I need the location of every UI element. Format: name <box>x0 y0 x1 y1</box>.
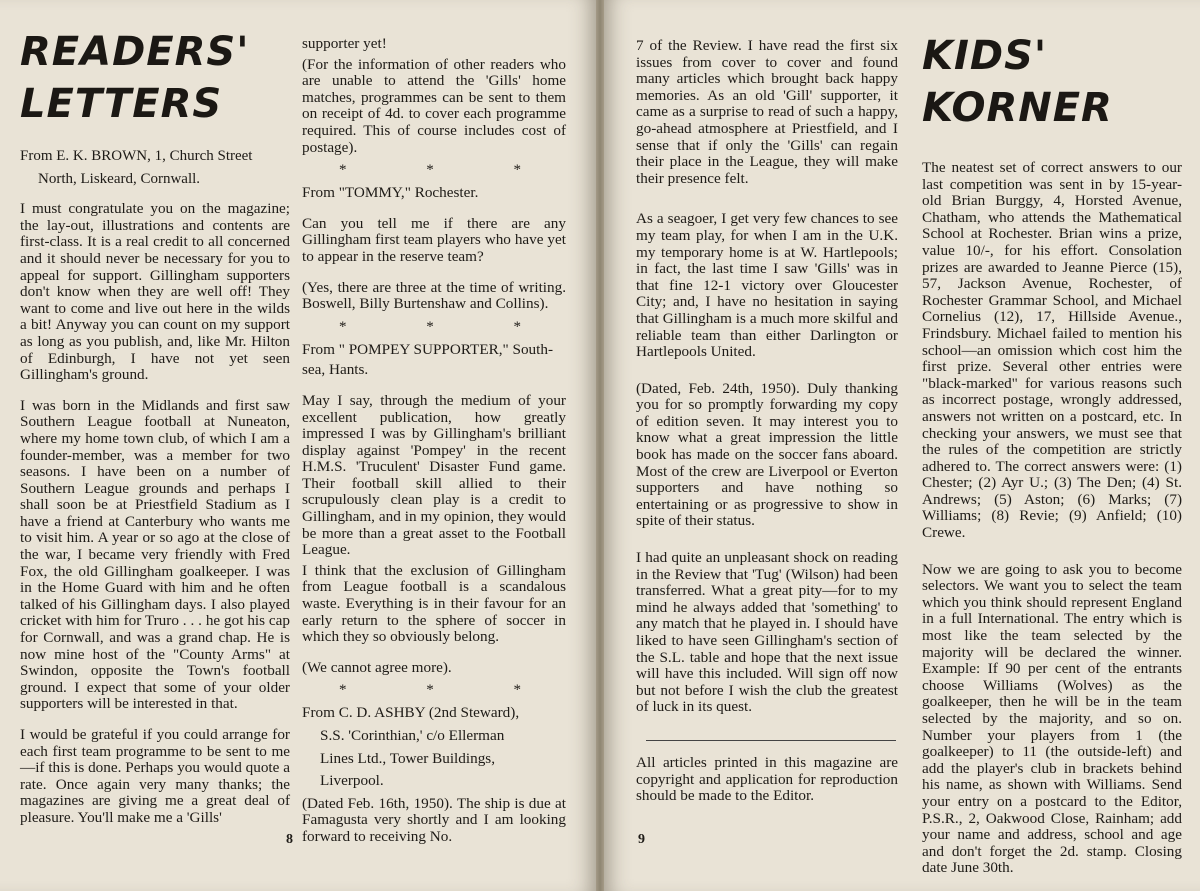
right-col-1 <box>636 38 898 805</box>
letter-from: From E. K. BROWN, 1, Church Street <box>20 148 253 164</box>
letter-paragraph: I was born in the Midlands and first saw Southern League football at Nuneaton, where my home town club, of which I am a founder-member, was a member for two seasons. I have been on a number of Southern League grounds and perhaps I shall soon be at Priestfield Stadium as I have a friend at Canterbury who wants me to visit him. A year or so ago at the close of the war, I became very friendly with Fred Fox, the old Gillingham goalkeeper. I was in the Home Guard with him and he often talked of his Gillingham days. I also played cricket with him for Truro . . . he got his cap for Cornwall, and was a grand chap. He is now mine host of the "County Arms" at Swindon, opposite the Town's football ground. I expect that some of your older supporters will be interested in that. <box>20 396 290 713</box>
letter-paragraph: (Dated Feb. 16th, 1950). The ship is due at Famagusta very shortly and I am looking forward to receiving No. <box>302 794 566 845</box>
divider-line <box>646 740 896 741</box>
letter-paragraph: (Dated, Feb. 24th, 1950). Duly thanking you for so promptly forwarding my copy of edition seven. It may interest you to know what a great impression the little book has made on the soccer fans aboard. Most of the crew are Liverpool or Everton supporters and have nothing so entertaining or as progressive to show in spite of their status. <box>636 379 898 530</box>
page-number: 9 <box>638 832 645 847</box>
letter-paragraph: Can you tell me if there are any Gillingham first team players who have yet to appear in the reserve team? <box>302 214 566 265</box>
left-page <box>0 0 596 891</box>
heading-line-2: LETTERS <box>20 81 223 127</box>
separator-stars: * * * <box>339 682 559 699</box>
editor-note: (For the information of other readers who are unable to attend the 'Gills' home matches, programmes can be sent to them on receipt of 4d. to cover each programme required. This of course includes cost of postage). <box>302 55 566 156</box>
letter-paragraph: I must congratulate you on the magazine; the lay-out, illustrations and contents are first-class. It is a real credit to all concerned and it should never be necessary for you to appeal for support. Gillingham supporters don't know when they are well off! They want to come and live out here in the wilds a bit! Anyway you can count on my support as long as you publish, and, like Mr. Hilton of Edinburgh, I have not yet seen Gillingham's ground. <box>20 200 290 384</box>
page-number: 8 <box>286 832 293 847</box>
letter-paragraph: 7 of the Review. I have read the first six issues from cover to cover and found many articles which brought back happy memories. As an old 'Gill' supporter, it came as a surprise to read of such a happy, go-ahead atmosphere at Priestfield, and I sense that if only the 'Gills' can regain their place in the League, they will make their presence felt. <box>636 37 898 187</box>
right-page <box>604 0 1200 891</box>
readers-letters-heading <box>20 26 290 130</box>
heading-line-2: KORNER <box>922 85 1113 131</box>
editor-note: (Yes, there are three at the time of writing. Boswell, Billy Burtenshaw and Collins). <box>302 278 566 313</box>
letter-address: Lines Ltd., Tower Buildings, <box>320 749 495 767</box>
letter-paragraph: May I say, through the medium of your excellent publication, how greatly impressed I was by Gillingham's brilliant display against 'Pompey' in the recent H.M.S. 'Truculent' Disaster Fund game. Their football skill allied to their scrupulously clean play is a credit to Gillingham, and in my opinion, they would be more than a great asset to the Football League. <box>302 391 566 559</box>
letter-address: S.S. 'Corinthian,' c/o Ellerman <box>320 727 505 744</box>
left-col-1 <box>20 0 290 827</box>
letter-from: From C. D. ASHBY (2nd Steward), <box>302 704 520 722</box>
letter-address: sea, Hants. <box>302 361 369 379</box>
heading-line-1: KIDS' <box>922 33 1048 79</box>
letter-paragraph: I had quite an unpleasant shock on reading in the Review that 'Tug' (Wilson) had been transferred. What a great pity—for to my mind he always added that 'something' to any match that he played in. I should have liked to have seen Gillingham's section of the S.L. table and hope that the next issue will have this included. Will sign off now but not before I wish the club the greatest of luck in its quest. <box>636 549 898 716</box>
letter-paragraph: I think that the exclusion of Gillingham from League football is a scandalous waste. Everything is in their favour for an early return to the sphere of soccer in which they so obviously belong. <box>302 561 566 646</box>
letter-paragraph: supporter yet! <box>302 35 387 52</box>
letter-paragraph: As a seagoer, I get very few chances to see my team play, for when I am in the U.K. my temporary home is at W. Hartlepools; in fact, the last time I saw 'Gills' was in that fine 12-1 victory over Gloucester City; and, I have no hesitation in saying that Gillingham is a much more skilful and reliable team than either Darlington or Hartlepools United. <box>636 210 898 361</box>
letter-from: From "TOMMY," Rochester. <box>302 184 479 202</box>
left-col-2 <box>302 36 566 846</box>
copyright-notice: All articles printed in this magazine are copyright and application for reproduction should be made to the Editor. <box>636 753 898 805</box>
competition-results: The neatest set of correct answers to our last competition was sent in by 15-year-old Brian Burggy, 4, Horsted Avenue, Chatham, who attends the Mathematical School at Rochester. Brian wins a prize, value 10/-, for his effort. Consolation prizes are awarded to Jeanne Pierce (15), 57, Jackson Avenue, Rochester, of Rochester Grammar School, and Michael Cornelius (12), 17, Hillside Avenue., Frindsbury. Michael failed to mention his school—an omission which cost him the first prize. Several other entries were "black-marked" for various reasons such as incorrect postage, wrongly addressed, answers not written on a postcard, etc. In checking your answers, we must see that the rules of the competition are strictly adhered to. The correct answers were: (1) Chester; (2) Ayr U.; (3) The Den; (4) St. Andrews; (5) Aston; (6) Marks; (7) Williams; (8) Revie; (9) Anfield; (10) Crewe. <box>922 159 1182 542</box>
editor-note: (We cannot agree more). <box>302 658 452 676</box>
separator-stars: * * * <box>339 162 559 179</box>
separator-stars: * * * <box>339 318 559 335</box>
kids-korner-heading <box>922 30 1182 134</box>
right-col-2 <box>922 0 1182 877</box>
competition-rules: Now we are going to ask you to become selectors. We want you to select the team which you think should represent England in a full International. The entry which is most like the team selected by the majority will be declared the winner. Example: If 90 per cent of the entrants choose Williams (Wolves) as the goalkeeper, then he will be in the team selected by the majority, and so on. Number your players from 1 (the goalkeeper) to 11 (the outside-left) and add the player's club in brackets behind his name, as shown with Williams. Send your entry on a postcard to the Editor, P.S.R., 2, Oakwood Close, Rainham; add your name and address, school and age and don't forget the 2d. stamp. Closing date June 30th. <box>922 560 1182 877</box>
letter-address: Liverpool. <box>320 772 384 790</box>
letter-paragraph: I would be grateful if you could arrange for each first team programme to be sent to me—if this is done. Perhaps you would quote a rate. Once again very many thanks; the magazines are giving me a great deal of pleasure. You'll make me a 'Gills' <box>20 726 290 826</box>
letter-from: From " POMPEY SUPPORTER," South- <box>302 340 554 358</box>
heading-line-1: READERS' <box>20 29 250 75</box>
letter-address: North, Liskeard, Cornwall. <box>38 170 201 187</box>
